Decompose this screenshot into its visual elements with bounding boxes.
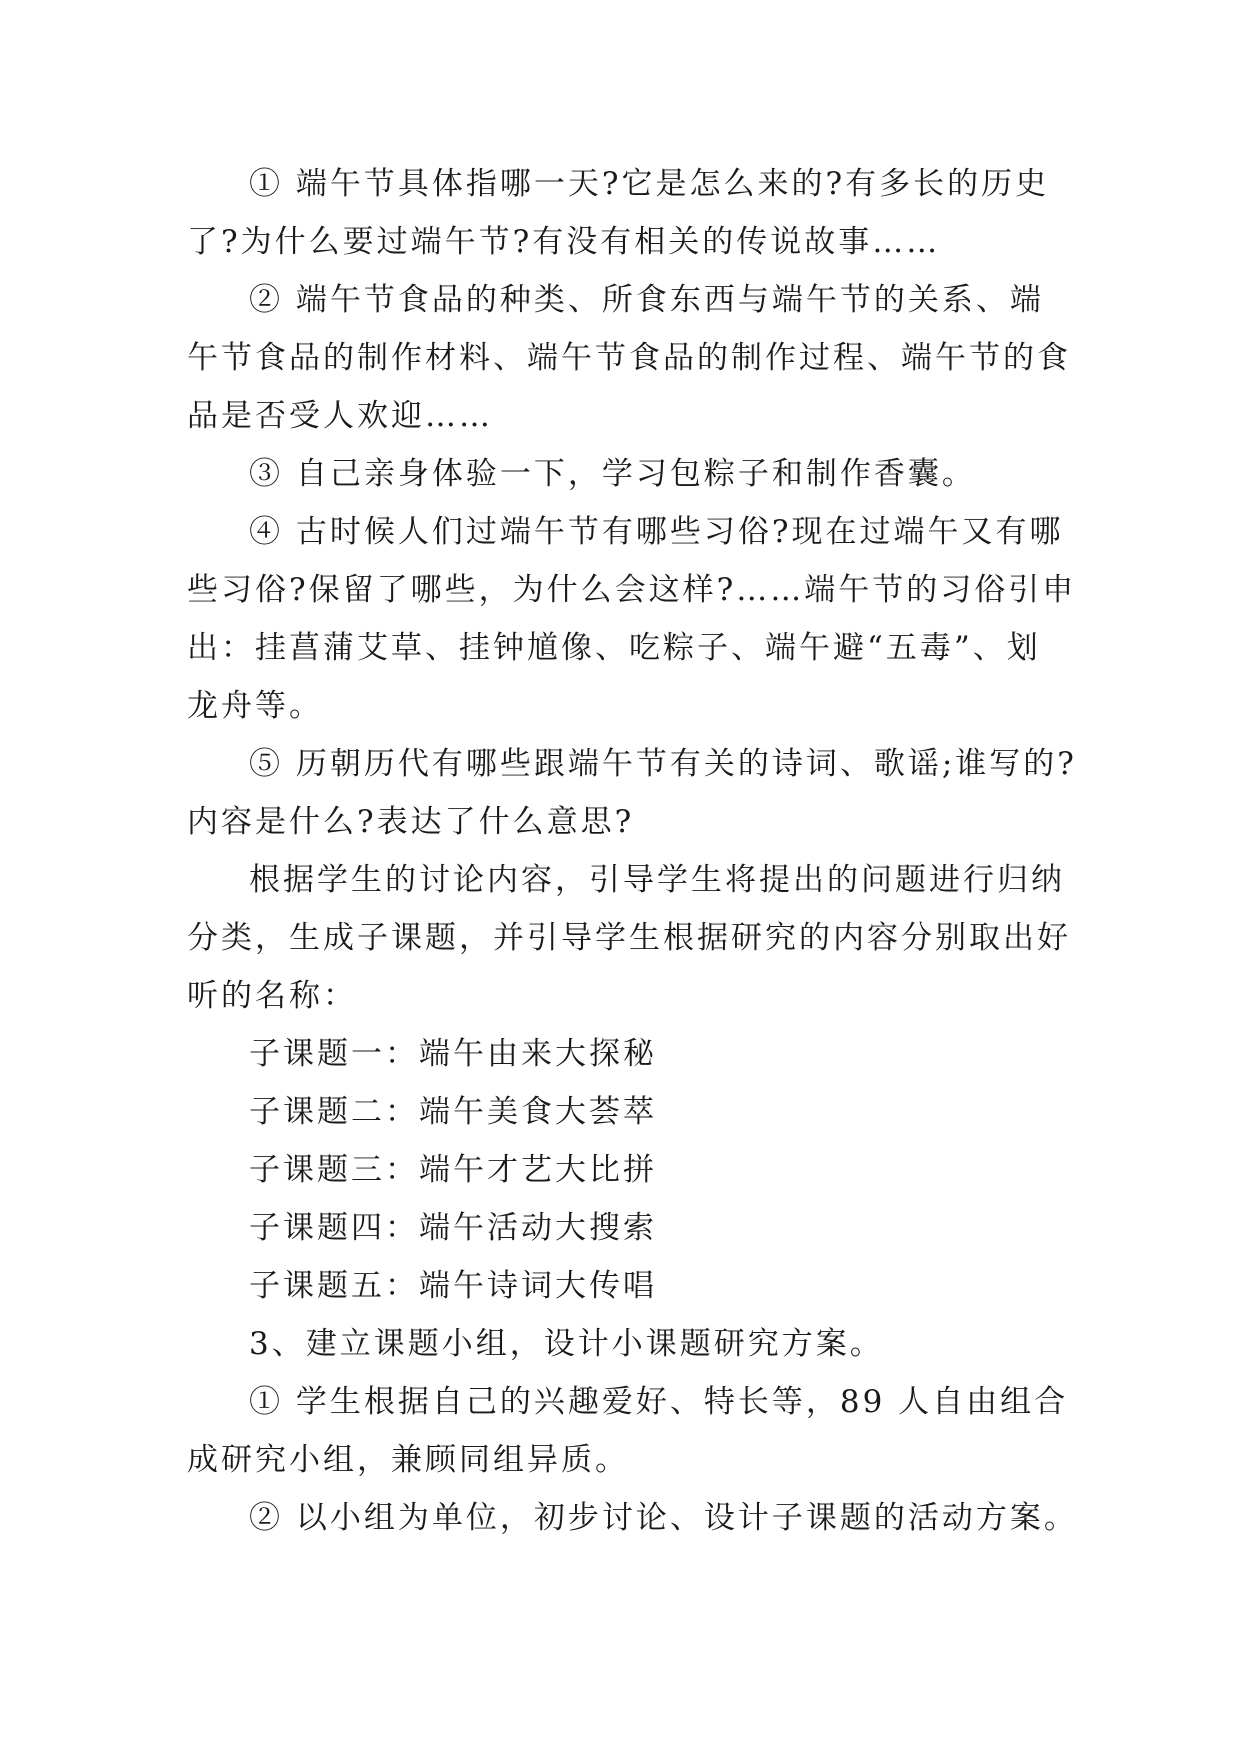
subtopic-2: 子课题二：端午美食大荟萃	[249, 1094, 657, 1130]
paragraph-question-2: ② 端午节食品的种类、所食东西与端午节的关系、端 午节食品的制作材料、端午节食品的制作过程、端午节的食 品是否受人欢迎……	[187, 282, 1071, 434]
paragraph-guidance: 根据学生的讨论内容，引导学生将提出的问题进行归纳 分类，生成子课题，并引导学生根据研究的内容分别取出好 听的名称：	[187, 862, 1071, 1014]
document-body	[187, 155, 1087, 1547]
paragraph-question-3: ③ 自己亲身体验一下，学习包粽子和制作香囊。	[249, 456, 976, 492]
subtopic-5: 子课题五：端午诗词大传唱	[249, 1268, 657, 1304]
paragraph-question-5: ⑤ 历朝历代有哪些跟端午节有关的诗词、歌谣;谁写的? 内容是什么?表达了什么意思?	[187, 746, 1077, 840]
subtopic-1: 子课题一：端午由来大探秘	[249, 1036, 657, 1072]
subtopic-4: 子课题四：端午活动大搜索	[249, 1210, 657, 1246]
paragraph-question-4: ④ 古时候人们过端午节有哪些习俗?现在过端午又有哪 些习俗?保留了哪些，为什么会这样?……端午节的习俗引申 出：挂菖蒲艾草、挂钟馗像、吃粽子、端午避“五毒”、划 龙舟等。	[187, 514, 1077, 724]
paragraph-step-3: 3、建立课题小组，设计小课题研究方案。	[249, 1326, 884, 1362]
subtopic-3: 子课题三：端午才艺大比拼	[249, 1152, 657, 1188]
paragraph-group-formation: ① 学生根据自己的兴趣爱好、特长等，89 人自由组合 成研究小组，兼顾同组异质。	[187, 1384, 1069, 1478]
paragraph-question-1: ① 端午节具体指哪一天?它是怎么来的?有多长的历史 了?为什么要过端午节?有没有相关的传说故事……	[187, 166, 1050, 260]
paragraph-group-planning: ② 以小组为单位，初步讨论、设计子课题的活动方案。	[249, 1500, 1078, 1536]
